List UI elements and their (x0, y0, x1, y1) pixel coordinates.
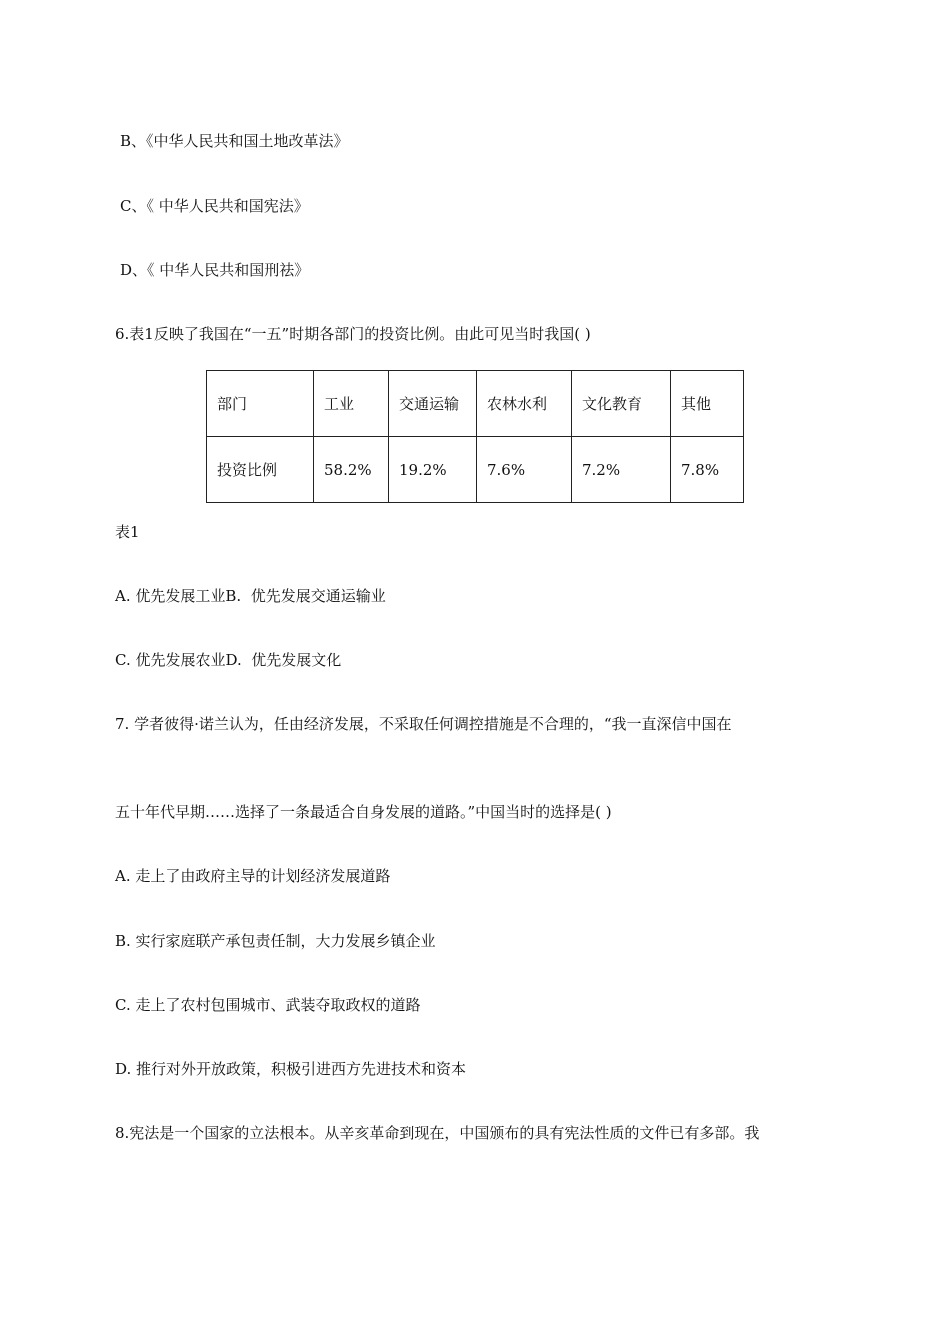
table-row (207, 437, 744, 503)
table-cell: 58.2% (314, 437, 389, 503)
table-header-cell: 部门 (207, 371, 314, 437)
table-cell: 7.8% (671, 437, 744, 503)
table-header-cell: 文化教育 (572, 371, 671, 437)
q8-stem-line1: 8.宪法是一个国家的立法根本。从辛亥革命到现在，中国颁布的具有宪法性质的文件已有多部。我 (115, 1124, 760, 1142)
table-header-cell: 农林水利 (477, 371, 572, 437)
q5-option-d: D、《 中华人民共和国刑祛》 (120, 261, 310, 279)
table-header-cell: 其他 (671, 371, 744, 437)
table-header-row (207, 371, 744, 437)
q5-option-c: C、《 中华人民共和国宪法》 (120, 197, 309, 215)
table-header-cell: 工业 (314, 371, 389, 437)
q7-option-c: C. 走上了农村包围城市、武装夺取政权的道路 (115, 996, 421, 1014)
q5-option-b: B、《中华人民共和国土地改革法》 (120, 132, 349, 150)
q6-stem: 6.表1反映了我国在“一五”时期各部门的投资比例。由此可见当时我国( ) (115, 325, 591, 343)
table-caption: 表1 (115, 523, 140, 541)
q7-option-a: A. 走上了由政府主导的计划经济发展道路 (115, 867, 391, 885)
q7-stem-line2: 五十年代早期……选择了一条最适合自身发展的道路。”中国当时的选择是( ) (115, 803, 612, 821)
q7-stem-line1: 7. 学者彼得·诺兰认为，任由经济发展，不采取任何调控措施是不合理的，“我一直深信中国在 (115, 715, 732, 733)
table-cell: 7.2% (572, 437, 671, 503)
investment-table (206, 370, 744, 503)
q7-option-d: D. 推行对外开放政策，积极引进西方先进技术和资本 (115, 1060, 467, 1078)
table-cell: 投资比例 (207, 437, 314, 503)
table-header-cell: 交通运输 (389, 371, 477, 437)
table-cell: 7.6% (477, 437, 572, 503)
q7-option-b: B. 实行家庭联产承包责任制，大力发展乡镇企业 (115, 932, 436, 950)
table-cell: 19.2% (389, 437, 477, 503)
q6-options-cd: C. 优先发展农业D. 优先发展文化 (115, 651, 342, 669)
q6-options-ab: A. 优先发展工业B. 优先发展交通运输业 (115, 587, 386, 605)
